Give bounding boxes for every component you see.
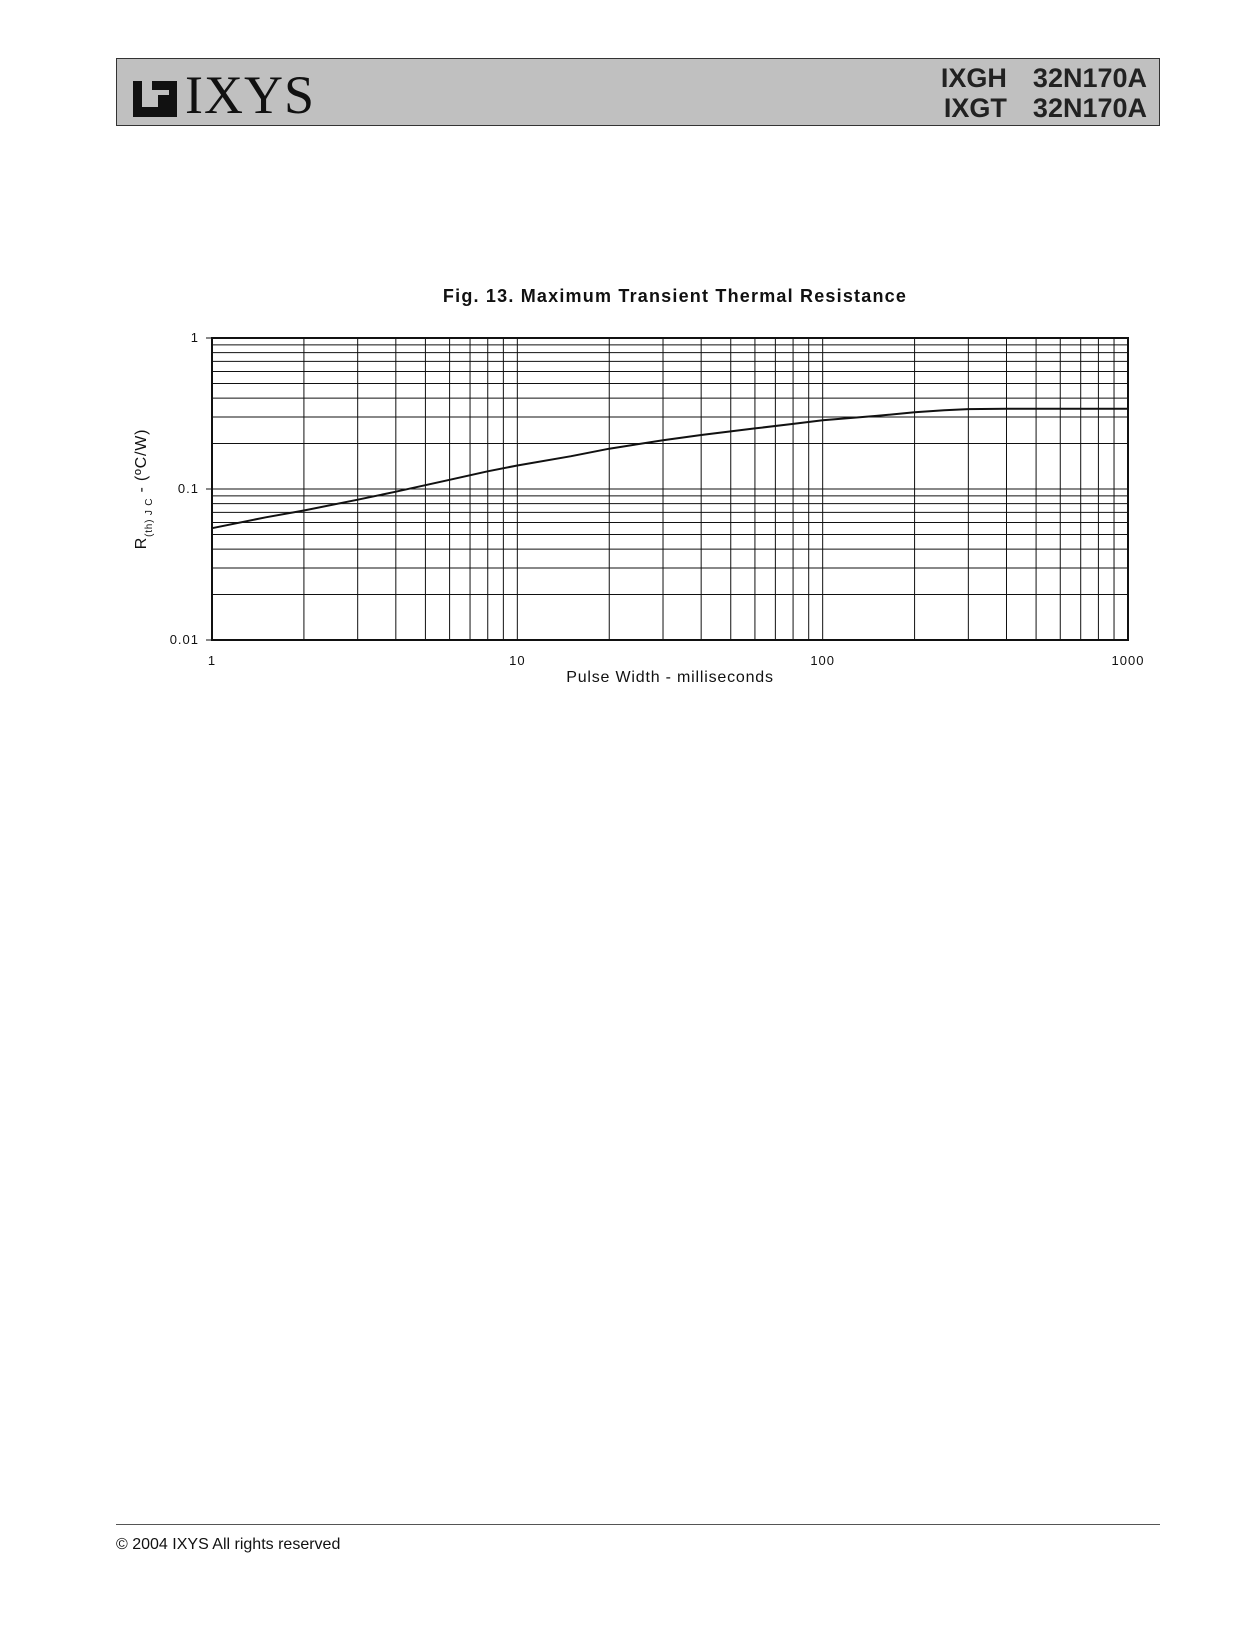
x-tick-label: 10 — [509, 653, 526, 668]
x-axis-title: Pulse Width - milliseconds — [566, 669, 774, 686]
logo-wordmark: IXYS — [185, 65, 316, 125]
x-tick-label: 1000 — [1111, 653, 1145, 668]
chart-grid — [212, 338, 1128, 640]
y-tick-label: 1 — [190, 330, 199, 345]
y-tick-label: 0.1 — [177, 481, 199, 496]
part-number-1-suffix: 32N170A — [1032, 63, 1147, 93]
chart-title: Fig. 13. Maximum Transient Thermal Resistance — [442, 286, 908, 306]
axis-ticks — [170, 330, 1145, 668]
y-tick-label: 0.01 — [169, 632, 199, 647]
y-axis-title-unit: - (ºC/W) — [133, 428, 150, 498]
part-number-1-prefix: IXGH — [940, 63, 1007, 93]
footer-copyright: © 2004 IXYS All rights reserved — [116, 1536, 341, 1553]
footer-divider — [116, 1524, 1160, 1525]
part-number-2-prefix: IXGT — [943, 93, 1007, 123]
series-line — [212, 409, 1128, 529]
y-axis-title-main: R — [133, 536, 150, 550]
x-tick-label: 100 — [810, 653, 836, 668]
thermal-resistance-chart — [0, 0, 1240, 720]
y-axis-title — [133, 429, 155, 550]
part-number-2-suffix: 32N170A — [1032, 93, 1147, 123]
y-axis-title-sub: (th) J C — [144, 497, 155, 537]
x-tick-label: 1 — [207, 653, 217, 668]
